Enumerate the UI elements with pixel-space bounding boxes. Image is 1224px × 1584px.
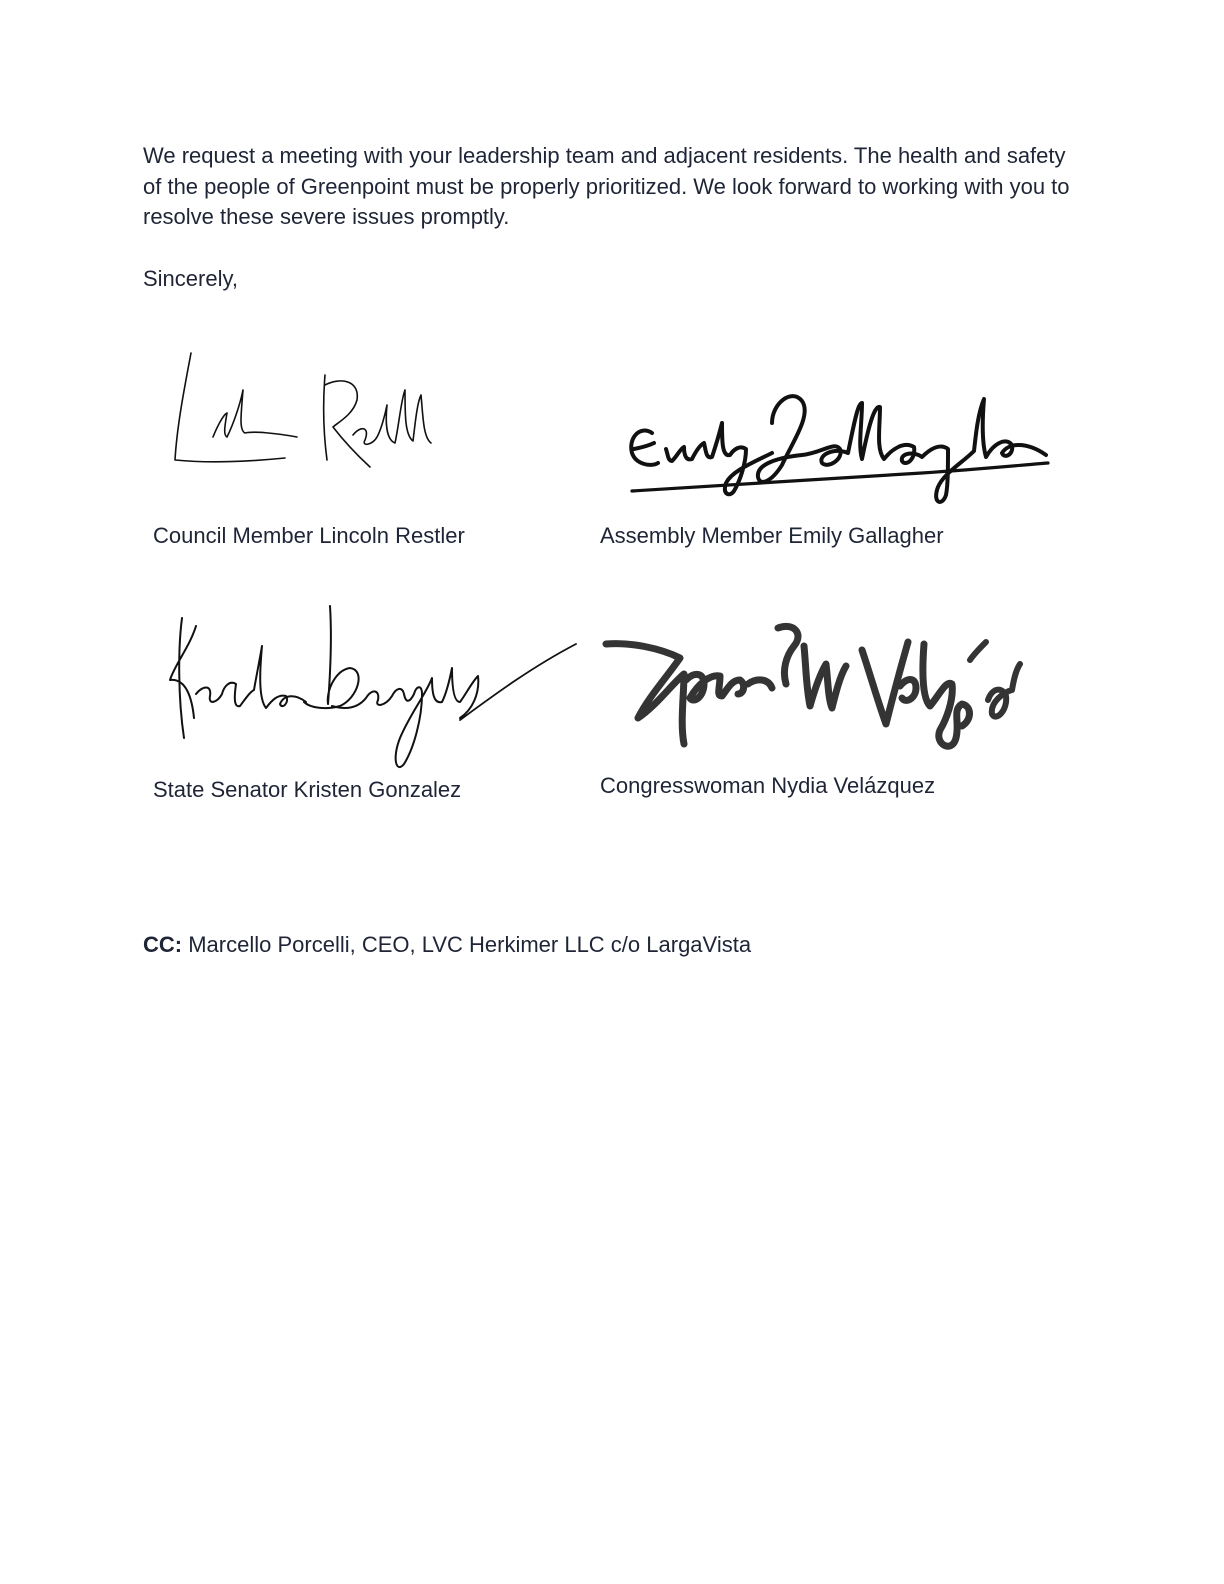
signature-kristen-gonzalez [160,598,580,770]
signature-lincoln-restler [165,345,440,475]
signature-emily-gallagher [622,383,1054,508]
body-paragraph: We request a meeting with your leadership team and adjacent residents. The health and safety of the people of Greenpoint must be properly prioritized. We look forward to working with you to resolve these severe issues promptly. [143,143,1070,229]
signature-nydia-velazquez [600,614,1030,764]
signatory-name-4: Congresswoman Nydia Velázquez [600,773,936,798]
cc-label: CC: [143,932,183,957]
signatory-name-1: Council Member Lincoln Restler [153,523,465,548]
cc-line [143,930,751,960]
closing-salutation: Sincerely, [143,266,238,291]
signatory-name-3: State Senator Kristen Gonzalez [153,777,462,802]
signatory-name-2: Assembly Member Emily Gallagher [600,523,944,548]
cc-recipient: Marcello Porcelli, CEO, LVC Herkimer LLC c/o LargaVista [182,932,752,957]
